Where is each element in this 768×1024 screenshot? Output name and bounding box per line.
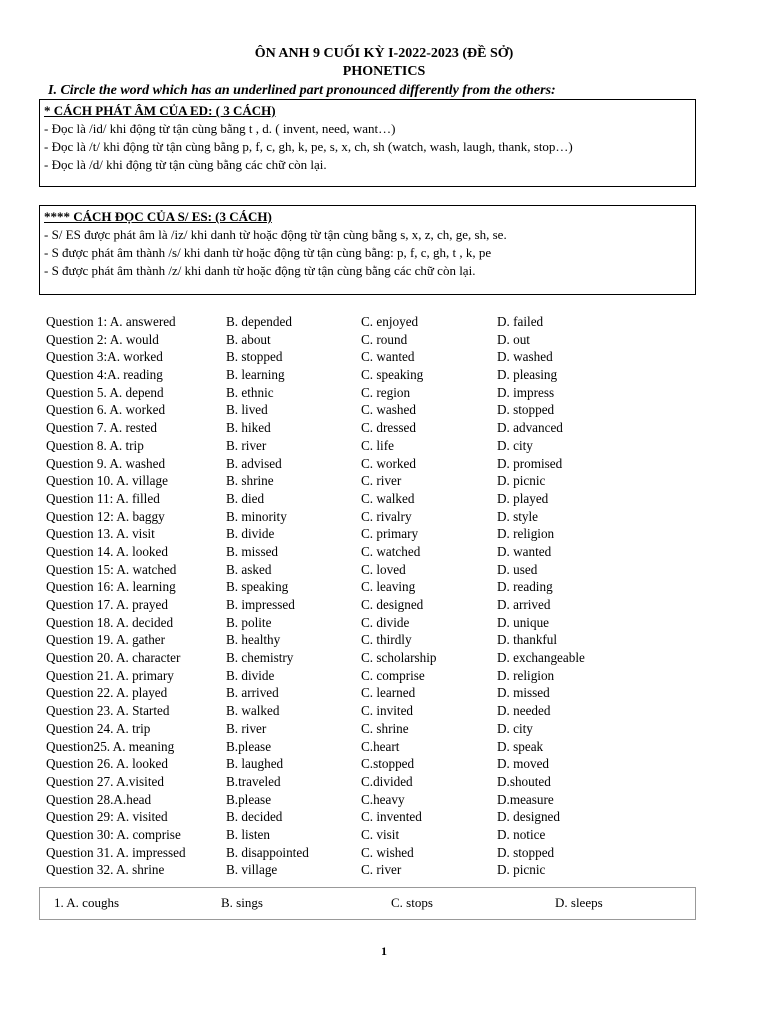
option-c[interactable]: C.heavy — [361, 791, 405, 807]
question-row — [46, 667, 726, 685]
option-d[interactable]: D. arrived — [497, 597, 551, 612]
question-row — [46, 437, 726, 455]
option-d[interactable]: D. notice — [497, 826, 546, 842]
question-row — [46, 384, 726, 402]
option-d[interactable]: D. moved — [497, 756, 550, 772]
ses-rule-1: - S/ ES được phát âm là /iz/ khi danh từ hoặc động từ tận cùng bằng s, x, z, ch, ge, sh, se. — [44, 227, 507, 242]
question-option-a[interactable]: Question 19. A. gather — [46, 632, 166, 648]
option-c[interactable]: C. dressed — [361, 420, 416, 436]
option-d[interactable]: D. advanced — [497, 420, 563, 436]
option-c[interactable]: C. leaving — [361, 579, 416, 595]
option-b[interactable]: B. listen — [226, 826, 270, 842]
option-c[interactable]: C. stops — [391, 895, 433, 910]
option-b[interactable]: B. asked — [226, 561, 272, 577]
option-d[interactable]: D. promised — [497, 455, 563, 471]
option-b[interactable]: B. advised — [226, 455, 282, 471]
option-d[interactable]: D. stopped — [497, 402, 555, 418]
question-row — [46, 331, 726, 349]
option-d[interactable]: D. wanted — [497, 543, 552, 559]
question-row — [46, 472, 726, 490]
option-b[interactable]: B. walked — [226, 703, 280, 719]
option-b[interactable]: B. depended — [226, 314, 292, 329]
option-b[interactable]: B. missed — [226, 543, 279, 559]
question-row — [46, 773, 726, 791]
option-d[interactable]: D. washed — [497, 349, 553, 365]
question-row — [46, 313, 726, 331]
option-b[interactable]: B. village — [226, 862, 278, 878]
option-c[interactable]: C. comprise — [361, 667, 425, 683]
option-c[interactable]: C. walked — [361, 490, 415, 506]
ed-box-heading: * CÁCH PHÁT ÂM CỦA ED: ( 3 CÁCH) — [44, 103, 276, 118]
option-c[interactable]: C. visit — [361, 826, 400, 842]
option-b[interactable]: B. learning — [226, 367, 285, 383]
question-option-a[interactable]: Question 31. A. impressed — [46, 844, 186, 860]
question-row — [46, 808, 726, 826]
question-row — [46, 543, 726, 561]
question-row — [46, 578, 726, 596]
instruction: I. Circle the word which has an underlined part pronounced differently from the others: — [48, 83, 556, 98]
option-c[interactable]: C. watched — [361, 543, 421, 559]
question-row — [46, 419, 726, 437]
question-row — [46, 596, 726, 614]
question-option-a[interactable]: Question 4:A. reading — [46, 367, 163, 383]
question-row — [46, 525, 726, 543]
option-d[interactable]: D. exchangeable — [497, 650, 585, 666]
option-b[interactable]: B. river — [226, 437, 267, 453]
option-b[interactable]: B. about — [226, 331, 271, 347]
option-c[interactable]: C. wished — [361, 844, 414, 860]
question-option-a[interactable]: Question 7. A. rested — [46, 420, 157, 436]
option-b[interactable]: B. shrine — [226, 473, 274, 489]
question-option-a[interactable]: Question 23. A. Started — [46, 703, 170, 719]
option-a[interactable]: 1. A. coughs — [54, 895, 119, 910]
question-row — [46, 720, 726, 738]
option-c[interactable]: C. invited — [361, 703, 414, 719]
option-c[interactable]: C. river — [361, 473, 402, 489]
option-d[interactable]: D. religion — [497, 526, 555, 542]
option-b[interactable]: B.please — [226, 791, 272, 807]
option-b[interactable]: B. stopped — [226, 349, 283, 365]
question-option-a[interactable]: Question 9. A. washed — [46, 455, 166, 471]
question-option-a[interactable]: Question 29: A. visited — [46, 809, 168, 825]
option-b[interactable]: B. ethnic — [226, 384, 274, 400]
option-c[interactable]: C. enjoyed — [361, 314, 419, 329]
option-b[interactable]: B. impressed — [226, 597, 295, 612]
question-row — [46, 401, 726, 419]
option-c[interactable]: C. round — [361, 331, 408, 347]
question-option-a[interactable]: Question 17. A. prayed — [46, 597, 168, 612]
option-c[interactable]: C. life — [361, 437, 394, 453]
question-option-a[interactable]: Question 2: A. would — [46, 331, 159, 347]
question-option-a[interactable]: Question 27. A.visited — [46, 773, 164, 789]
option-d[interactable]: D. picnic — [497, 862, 546, 878]
question-option-a[interactable]: Question 3:A. worked — [46, 349, 163, 365]
ed-pronunciation-box — [39, 99, 696, 187]
option-b[interactable]: B. disappointed — [226, 844, 309, 860]
option-b[interactable]: B. speaking — [226, 579, 289, 595]
option-d[interactable]: D. picnic — [497, 473, 546, 489]
option-c[interactable]: C. loved — [361, 561, 406, 577]
option-c[interactable]: C. river — [361, 862, 402, 878]
question-option-a[interactable]: Question 22. A. played — [46, 685, 168, 701]
question-option-a[interactable]: Question 6. A. worked — [46, 402, 166, 418]
question-row — [46, 826, 726, 844]
option-b[interactable]: B.please — [226, 738, 272, 754]
question-option-a[interactable]: Question 13. A. visit — [46, 526, 155, 542]
option-c[interactable]: C. worked — [361, 455, 416, 471]
option-b[interactable]: B. divide — [226, 526, 275, 542]
option-c[interactable]: C.stopped — [361, 756, 415, 772]
option-b[interactable]: B. healthy — [226, 632, 281, 648]
question-option-a[interactable]: Question 20. A. character — [46, 650, 181, 666]
option-d[interactable]: D. designed — [497, 809, 560, 825]
option-d[interactable]: D. style — [497, 508, 539, 524]
option-b[interactable]: B. river — [226, 720, 267, 736]
option-c[interactable]: C. primary — [361, 526, 419, 542]
option-d[interactable]: D. impress — [497, 384, 555, 400]
option-b[interactable]: B. polite — [226, 614, 272, 630]
question-row — [46, 455, 726, 473]
ses-rule-3: - S được phát âm thành /z/ khi danh từ hoặc động từ tận cùng bằng các chữ còn lại. — [44, 263, 476, 278]
s-es-pronunciation-box — [39, 205, 696, 295]
question-row — [46, 614, 726, 632]
question-row — [46, 366, 726, 384]
ed-rule-3: - Đọc là /d/ khi động từ tận cùng bằng các chữ còn lại. — [44, 157, 327, 172]
option-b[interactable]: B.traveled — [226, 773, 281, 789]
question-option-a[interactable]: Question25. A. meaning — [46, 738, 175, 754]
option-b[interactable]: B. sings — [221, 895, 263, 910]
option-b[interactable]: B. divide — [226, 667, 275, 683]
question-option-a[interactable]: Question 28.A.head — [46, 791, 152, 807]
option-c[interactable]: C. divide — [361, 614, 410, 630]
question-option-a[interactable]: Question 30: A. comprise — [46, 826, 181, 842]
option-d[interactable]: D. religion — [497, 667, 555, 683]
option-d[interactable]: D.shouted — [497, 773, 551, 789]
question-row — [46, 738, 726, 756]
option-d[interactable]: D.measure — [497, 791, 554, 807]
option-c[interactable]: C. scholarship — [361, 650, 437, 666]
question-option-a[interactable]: Question 11: A. filled — [46, 490, 160, 506]
question-row — [46, 348, 726, 366]
question-row — [46, 791, 726, 809]
option-d[interactable]: D. stopped — [497, 844, 555, 860]
option-c[interactable]: C.heart — [361, 738, 400, 754]
option-b[interactable]: B. arrived — [226, 685, 279, 701]
option-d[interactable]: D. sleeps — [555, 895, 603, 910]
option-b[interactable]: B. laughed — [226, 756, 284, 772]
option-b[interactable]: B. lived — [226, 402, 268, 418]
option-d[interactable]: D. pleasing — [497, 367, 558, 383]
page-number: 1 — [381, 944, 387, 958]
question-option-a[interactable]: Question 18. A. decided — [46, 614, 174, 630]
option-c[interactable]: C. shrine — [361, 720, 409, 736]
question-row — [46, 490, 726, 508]
ses-rule-2: - S được phát âm thành /s/ khi danh từ hoặc động từ tận cùng bằng: p, f, c, gh, t , k, pe — [44, 245, 492, 260]
option-c[interactable]: C. learned — [361, 685, 416, 701]
option-d[interactable]: D. thankful — [497, 632, 558, 648]
question-option-a[interactable]: Question 5. A. depend — [46, 384, 164, 400]
exercise-row — [39, 887, 696, 920]
question-row — [46, 755, 726, 773]
question-option-a[interactable]: Question 10. A. village — [46, 473, 168, 489]
question-option-a[interactable]: Question 21. A. primary — [46, 667, 174, 683]
option-b[interactable]: B. died — [226, 490, 265, 506]
question-option-a[interactable]: Question 32. A. shrine — [46, 862, 165, 878]
option-d[interactable]: D. failed — [497, 314, 544, 329]
question-row — [46, 702, 726, 720]
option-d[interactable]: D. city — [497, 437, 533, 453]
option-c[interactable]: C. washed — [361, 402, 416, 418]
option-c[interactable]: C. region — [361, 384, 411, 400]
question-option-a[interactable]: Question 8. A. trip — [46, 437, 144, 453]
question-option-a[interactable]: Question 16: A. learning — [46, 579, 176, 595]
question-option-a[interactable]: Question 14. A. looked — [46, 543, 168, 559]
question-row — [46, 649, 726, 667]
option-d[interactable]: D. needed — [497, 703, 551, 719]
ed-rule-2: - Đọc là /t/ khi động từ tận cùng bằng p, f, c, gh, k, pe, s, x, ch, sh (watch, wash, laugh, thank, stop…) — [44, 139, 573, 154]
option-b[interactable]: B. chemistry — [226, 650, 294, 666]
section-title: PHONETICS — [342, 64, 426, 79]
document-title: ÔN ANH 9 CUỐI KỲ I-2022-2023 (ĐỀ SỞ) — [254, 46, 514, 61]
option-b[interactable]: B. minority — [226, 508, 287, 524]
option-c[interactable]: C. thirdly — [361, 632, 412, 648]
option-d[interactable]: D. reading — [497, 579, 553, 595]
question-row — [46, 631, 726, 649]
option-d[interactable]: D. played — [497, 490, 549, 506]
question-option-a[interactable]: Question 24. A. trip — [46, 720, 151, 736]
question-option-a[interactable]: Question 15: A. watched — [46, 561, 177, 577]
ed-rule-1: - Đọc là /id/ khi động từ tận cùng bằng t , d. ( invent, need, want…) — [44, 121, 396, 136]
question-option-a[interactable]: Question 26. A. looked — [46, 756, 168, 772]
option-d[interactable]: D. city — [497, 720, 533, 736]
option-d[interactable]: D. missed — [497, 685, 550, 701]
question-row — [46, 861, 726, 879]
option-b[interactable]: B. decided — [226, 809, 283, 825]
option-c[interactable]: C. invented — [361, 809, 422, 825]
question-row — [46, 844, 726, 862]
option-c[interactable]: C. rivalry — [361, 508, 412, 524]
question-option-a[interactable]: Question 1: A. answered — [46, 314, 176, 329]
option-c[interactable]: C. wanted — [361, 349, 415, 365]
question-row — [46, 684, 726, 702]
option-d[interactable]: D. unique — [497, 614, 550, 630]
option-d[interactable]: D. used — [497, 561, 538, 577]
question-option-a[interactable]: Question 12: A. baggy — [46, 508, 165, 524]
question-list — [46, 313, 726, 879]
option-d[interactable]: D. speak — [497, 738, 544, 754]
option-c[interactable]: C.divided — [361, 773, 413, 789]
option-b[interactable]: B. hiked — [226, 420, 271, 436]
option-d[interactable]: D. out — [497, 331, 530, 347]
ses-box-heading: **** CÁCH ĐỌC CỦA S/ ES: (3 CÁCH) — [44, 209, 272, 224]
question-row — [46, 508, 726, 526]
option-c[interactable]: C. speaking — [361, 367, 424, 383]
option-c[interactable]: C. designed — [361, 597, 424, 612]
question-row — [46, 561, 726, 579]
